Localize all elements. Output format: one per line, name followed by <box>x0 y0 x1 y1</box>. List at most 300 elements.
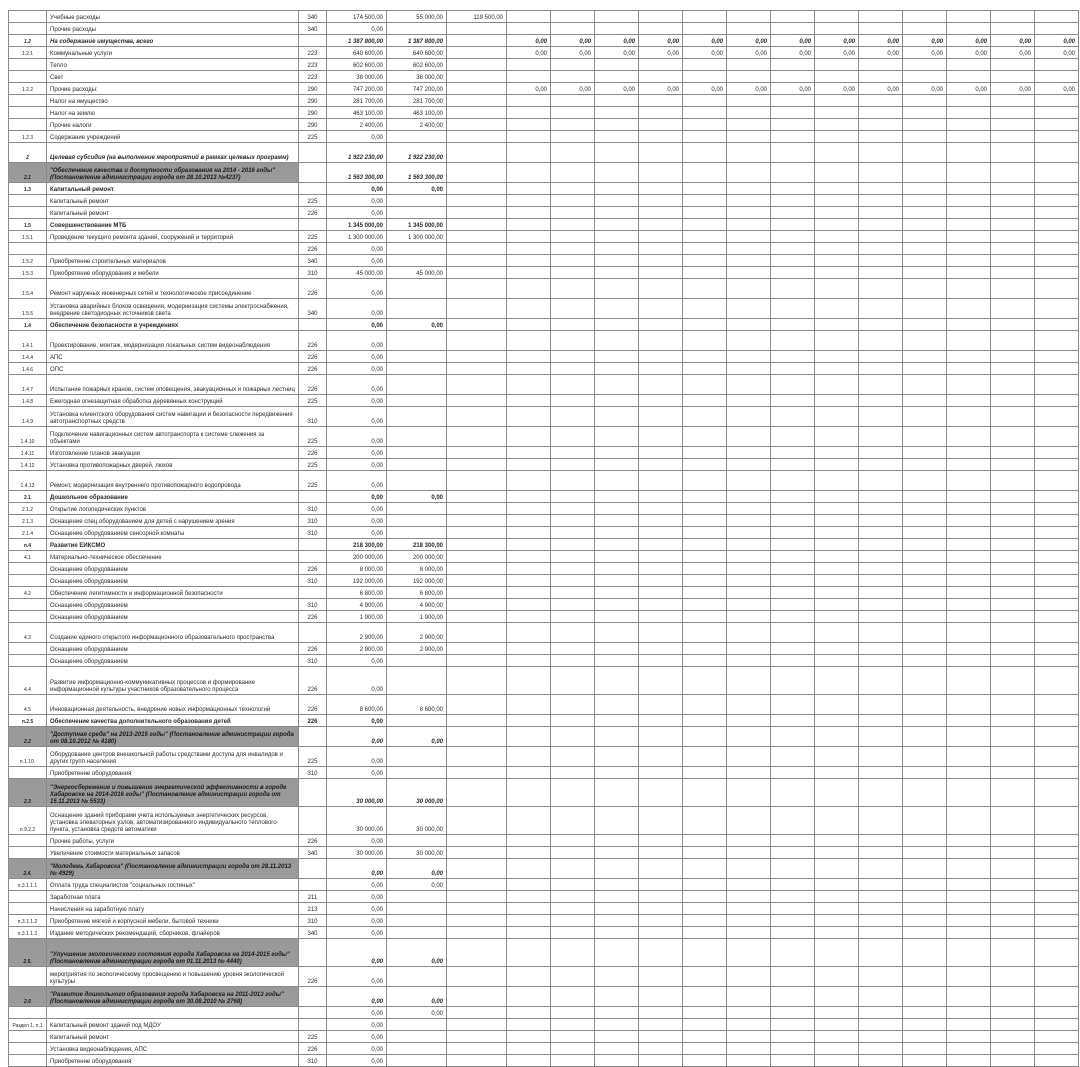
period-cell <box>859 427 903 447</box>
kosgu-cell <box>299 163 327 183</box>
kosgu-cell: 310 <box>299 575 327 587</box>
code-cell: 1.4.6 <box>9 363 47 375</box>
amount-total-cell: 0,00 <box>327 279 387 299</box>
period-cell <box>507 655 551 667</box>
period-cell <box>727 23 771 35</box>
table-row <box>9 655 1079 667</box>
period-cell <box>727 1031 771 1043</box>
period-cell <box>815 859 859 879</box>
period-cell <box>683 879 727 891</box>
period-cell <box>639 967 683 987</box>
period-cell <box>639 375 683 395</box>
period-cell <box>595 471 639 491</box>
period-cell <box>903 267 947 279</box>
period-cell <box>859 695 903 715</box>
period-cell <box>507 59 551 71</box>
period-cell <box>507 207 551 219</box>
period-cell <box>595 611 639 623</box>
period-cell <box>947 207 991 219</box>
period-cell <box>947 563 991 575</box>
period-cell <box>903 71 947 83</box>
amount-extra-cell <box>447 611 507 623</box>
period-cell <box>947 903 991 915</box>
period-cell <box>859 643 903 655</box>
period-cell <box>903 163 947 183</box>
period-cell <box>683 279 727 299</box>
period-cell <box>727 835 771 847</box>
period-cell <box>947 987 991 1007</box>
period-cell <box>991 515 1035 527</box>
period-cell <box>991 107 1035 119</box>
period-cell <box>859 183 903 195</box>
period-cell <box>727 503 771 515</box>
period-cell <box>639 59 683 71</box>
period-cell <box>727 551 771 563</box>
period-cell <box>683 987 727 1007</box>
period-cell <box>507 503 551 515</box>
period-cell <box>903 231 947 243</box>
period-cell: 0,00 <box>859 83 903 95</box>
period-cell <box>815 807 859 835</box>
period-cell <box>771 563 815 575</box>
period-cell <box>771 23 815 35</box>
amount-budget-cell: 1 345 000,00 <box>387 219 447 231</box>
name-cell: Приобретение оборудования <box>47 767 299 779</box>
name-cell: "Молодежь Хабаровска" (Постановление администрации города от 28.11.2013 № 4929) <box>47 859 299 879</box>
amount-extra-cell <box>447 267 507 279</box>
period-cell <box>771 299 815 319</box>
period-cell <box>595 163 639 183</box>
period-cell: 0,00 <box>815 83 859 95</box>
period-cell <box>595 835 639 847</box>
period-cell <box>683 859 727 879</box>
period-cell <box>507 587 551 599</box>
name-cell: Подключение навигационных систем автотранспорта к системе слежения за объектами <box>47 427 299 447</box>
period-cell <box>903 515 947 527</box>
name-cell: Начисления на заработную плату <box>47 903 299 915</box>
amount-extra-cell <box>447 1055 507 1067</box>
period-cell: 0,00 <box>595 47 639 59</box>
kosgu-cell: 310 <box>299 407 327 427</box>
code-cell <box>9 847 47 859</box>
period-cell <box>639 255 683 267</box>
period-cell <box>683 491 727 503</box>
code-cell <box>9 563 47 575</box>
period-cell <box>595 695 639 715</box>
amount-extra-cell <box>447 163 507 183</box>
amount-extra-cell <box>447 107 507 119</box>
period-cell <box>771 623 815 643</box>
table-row <box>9 107 1079 119</box>
period-cell <box>1035 767 1079 779</box>
code-cell: 2.6 <box>9 987 47 1007</box>
kosgu-cell: 340 <box>299 255 327 267</box>
period-cell <box>551 231 595 243</box>
period-cell <box>771 587 815 599</box>
period-cell <box>859 1031 903 1043</box>
period-cell <box>947 219 991 231</box>
period-cell <box>595 623 639 643</box>
period-cell <box>551 599 595 611</box>
code-cell <box>9 243 47 255</box>
amount-budget-cell <box>387 299 447 319</box>
kosgu-cell: 226 <box>299 715 327 727</box>
period-cell <box>639 903 683 915</box>
period-cell <box>507 143 551 163</box>
period-cell <box>551 447 595 459</box>
name-cell: Развитие информационно-коммуникативных процессов и формирование информационной культуры участников образовательного процесса <box>47 667 299 695</box>
table-row <box>9 459 1079 471</box>
kosgu-cell <box>299 987 327 1007</box>
period-cell <box>683 267 727 279</box>
period-cell <box>551 1055 595 1067</box>
amount-extra-cell <box>447 667 507 695</box>
period-cell <box>859 95 903 107</box>
period-cell <box>551 727 595 747</box>
period-cell <box>727 575 771 587</box>
period-cell <box>815 1007 859 1019</box>
period-cell <box>727 859 771 879</box>
period-cell: 0,00 <box>771 35 815 47</box>
amount-budget-cell: 0,00 <box>387 319 447 331</box>
period-cell <box>507 551 551 563</box>
period-cell <box>947 599 991 611</box>
amount-total-cell: 0,00 <box>327 459 387 471</box>
period-cell <box>859 459 903 471</box>
amount-budget-cell <box>387 447 447 459</box>
period-cell <box>595 807 639 835</box>
amount-total-cell: 45 000,00 <box>327 267 387 279</box>
amount-budget-cell: 200 000,00 <box>387 551 447 563</box>
table-row <box>9 427 1079 447</box>
amount-extra-cell <box>447 427 507 447</box>
period-cell <box>771 243 815 255</box>
period-cell <box>771 1007 815 1019</box>
period-cell <box>771 207 815 219</box>
period-cell <box>859 11 903 23</box>
period-cell <box>507 879 551 891</box>
amount-extra-cell <box>447 503 507 515</box>
period-cell <box>683 727 727 747</box>
period-cell <box>991 491 1035 503</box>
period-cell <box>771 939 815 967</box>
period-cell <box>1035 363 1079 375</box>
period-cell <box>903 527 947 539</box>
period-cell <box>815 59 859 71</box>
amount-budget-cell: 0,00 <box>387 1007 447 1019</box>
table-row <box>9 879 1079 891</box>
period-cell <box>1035 587 1079 599</box>
period-cell: 0,00 <box>595 83 639 95</box>
period-cell <box>947 807 991 835</box>
period-cell <box>507 427 551 447</box>
amount-budget-cell: 1 300 000,00 <box>387 231 447 243</box>
period-cell <box>683 807 727 835</box>
period-cell <box>771 11 815 23</box>
period-cell <box>1035 59 1079 71</box>
period-cell <box>1035 119 1079 131</box>
table-row <box>9 939 1079 967</box>
period-cell <box>859 915 903 927</box>
period-cell <box>903 279 947 299</box>
name-cell: Приобретение строительных материалов <box>47 255 299 267</box>
name-cell: Оплата труда специалистов "социальных гостиных" <box>47 879 299 891</box>
period-cell <box>683 623 727 643</box>
period-cell <box>507 243 551 255</box>
period-cell <box>639 915 683 927</box>
period-cell <box>551 655 595 667</box>
period-cell: 0,00 <box>551 83 595 95</box>
period-cell <box>947 891 991 903</box>
period-cell <box>1035 1043 1079 1055</box>
period-cell <box>551 23 595 35</box>
period-cell <box>947 183 991 195</box>
period-cell <box>859 503 903 515</box>
period-cell <box>595 71 639 83</box>
period-cell <box>727 727 771 747</box>
period-cell <box>727 163 771 183</box>
amount-total-cell: 0,00 <box>327 655 387 667</box>
period-cell <box>727 395 771 407</box>
period-cell <box>551 143 595 163</box>
period-cell <box>507 351 551 363</box>
period-cell <box>683 779 727 807</box>
period-cell <box>595 395 639 407</box>
amount-budget-cell: 281 700,00 <box>387 95 447 107</box>
code-cell <box>9 611 47 623</box>
period-cell <box>859 59 903 71</box>
period-cell <box>771 471 815 491</box>
period-cell <box>859 575 903 587</box>
period-cell <box>595 779 639 807</box>
period-cell <box>683 835 727 847</box>
period-cell <box>947 847 991 859</box>
name-cell: Капитальный ремонт <box>47 195 299 207</box>
period-cell <box>859 207 903 219</box>
period-cell <box>683 655 727 667</box>
period-cell <box>595 515 639 527</box>
amount-total-cell: 0,00 <box>327 1031 387 1043</box>
amount-budget-cell <box>387 243 447 255</box>
name-cell: Капитальный ремонт зданий под МДОУ <box>47 1019 299 1031</box>
period-cell <box>595 503 639 515</box>
period-cell <box>639 427 683 447</box>
period-cell <box>771 527 815 539</box>
period-cell <box>991 183 1035 195</box>
period-cell <box>1035 395 1079 407</box>
amount-budget-cell <box>387 835 447 847</box>
period-cell <box>727 299 771 319</box>
amount-extra-cell <box>447 879 507 891</box>
name-cell: Увеличение стоимости материальных запасов <box>47 847 299 859</box>
period-cell <box>683 219 727 231</box>
kosgu-cell: 340 <box>299 847 327 859</box>
period-cell <box>815 183 859 195</box>
period-cell <box>683 59 727 71</box>
period-cell <box>815 695 859 715</box>
period-cell <box>683 351 727 363</box>
period-cell <box>727 643 771 655</box>
period-cell <box>683 611 727 623</box>
amount-budget-cell <box>387 655 447 667</box>
period-cell <box>1035 163 1079 183</box>
name-cell: Издание методических рекомендаций, сборников, флайеров <box>47 927 299 939</box>
period-cell <box>683 539 727 551</box>
amount-extra-cell <box>447 183 507 195</box>
period-cell <box>683 195 727 207</box>
period-cell <box>1035 927 1079 939</box>
kosgu-cell <box>299 183 327 195</box>
amount-extra-cell <box>447 779 507 807</box>
period-cell <box>683 11 727 23</box>
kosgu-cell: 226 <box>299 695 327 715</box>
name-cell: Установка видеонаблюдения, АПС <box>47 1043 299 1055</box>
period-cell <box>727 715 771 727</box>
period-cell <box>903 1043 947 1055</box>
period-cell <box>947 407 991 427</box>
amount-budget-cell: 45 000,00 <box>387 267 447 279</box>
period-cell <box>727 71 771 83</box>
period-cell <box>727 515 771 527</box>
period-cell <box>639 195 683 207</box>
kosgu-cell: 213 <box>299 903 327 915</box>
period-cell <box>815 915 859 927</box>
table-row <box>9 623 1079 643</box>
amount-total-cell: 2 900,00 <box>327 623 387 643</box>
period-cell <box>551 643 595 655</box>
name-cell: Установка противопожарных дверей, люков <box>47 459 299 471</box>
period-cell <box>859 767 903 779</box>
period-cell <box>551 539 595 551</box>
code-cell: 1.4.11 <box>9 447 47 459</box>
period-cell <box>991 299 1035 319</box>
period-cell <box>859 255 903 267</box>
period-cell <box>683 183 727 195</box>
period-cell: 0,00 <box>771 47 815 59</box>
name-cell: Капитальный ремонт <box>47 1031 299 1043</box>
name-cell: Обеспечение безопасности в учреждениях <box>47 319 299 331</box>
period-cell <box>859 351 903 363</box>
table-row <box>9 575 1079 587</box>
period-cell <box>507 1055 551 1067</box>
period-cell <box>595 655 639 667</box>
period-cell <box>683 551 727 563</box>
period-cell <box>1035 967 1079 987</box>
period-cell <box>947 575 991 587</box>
period-cell <box>507 727 551 747</box>
period-cell <box>859 939 903 967</box>
kosgu-cell <box>299 143 327 163</box>
period-cell <box>551 351 595 363</box>
period-cell: 0,00 <box>859 47 903 59</box>
table-row <box>9 987 1079 1007</box>
amount-extra-cell <box>447 407 507 427</box>
kosgu-cell: 226 <box>299 447 327 459</box>
period-cell <box>903 939 947 967</box>
name-cell: Ремонт наружных инженерных сетей и технологическое присоединение <box>47 279 299 299</box>
period-cell <box>947 243 991 255</box>
period-cell <box>507 255 551 267</box>
period-cell <box>815 299 859 319</box>
table-row <box>9 447 1079 459</box>
period-cell <box>815 351 859 363</box>
period-cell <box>727 231 771 243</box>
period-cell <box>771 59 815 71</box>
period-cell <box>771 515 815 527</box>
period-cell <box>1035 599 1079 611</box>
period-cell <box>551 715 595 727</box>
amount-extra-cell <box>447 695 507 715</box>
code-cell: п.3.1.1.1 <box>9 879 47 891</box>
period-cell <box>595 967 639 987</box>
table-row <box>9 643 1079 655</box>
period-cell <box>639 727 683 747</box>
amount-budget-cell <box>387 1055 447 1067</box>
period-cell <box>683 375 727 395</box>
kosgu-cell: 226 <box>299 835 327 847</box>
amount-total-cell: 8 000,00 <box>327 563 387 575</box>
period-cell <box>991 623 1035 643</box>
name-cell: Оснащение спец.оборудованием для детей с нарушением зрения <box>47 515 299 527</box>
period-cell <box>815 11 859 23</box>
period-cell <box>771 715 815 727</box>
period-cell <box>551 987 595 1007</box>
amount-extra-cell <box>447 319 507 331</box>
period-cell <box>639 891 683 903</box>
period-cell <box>815 471 859 491</box>
period-cell <box>771 267 815 279</box>
period-cell <box>551 903 595 915</box>
period-cell <box>507 715 551 727</box>
amount-total-cell: 0,00 <box>327 375 387 395</box>
period-cell <box>683 1055 727 1067</box>
period-cell <box>859 587 903 599</box>
period-cell <box>991 1031 1035 1043</box>
name-cell: Оснащение оборудованием <box>47 575 299 587</box>
period-cell <box>903 915 947 927</box>
amount-budget-cell <box>387 667 447 695</box>
table-row <box>9 363 1079 375</box>
period-cell <box>991 375 1035 395</box>
period-cell <box>507 319 551 331</box>
period-cell: 0,00 <box>991 83 1035 95</box>
period-cell <box>903 491 947 503</box>
period-cell <box>727 1043 771 1055</box>
period-cell <box>771 847 815 859</box>
name-cell: Обеспечение качества дополнительного образования детей <box>47 715 299 727</box>
period-cell <box>595 407 639 427</box>
period-cell <box>727 747 771 767</box>
period-cell <box>1035 131 1079 143</box>
code-cell: п.9.2.2 <box>9 807 47 835</box>
period-cell <box>903 727 947 747</box>
amount-total-cell: 0,00 <box>327 207 387 219</box>
period-cell <box>947 727 991 747</box>
amount-extra-cell <box>447 395 507 407</box>
table-row <box>9 143 1079 163</box>
period-cell <box>551 243 595 255</box>
amount-extra-cell <box>447 623 507 643</box>
period-cell <box>947 351 991 363</box>
period-cell <box>947 1031 991 1043</box>
period-cell <box>639 143 683 163</box>
period-cell <box>507 539 551 551</box>
amount-budget-cell <box>387 207 447 219</box>
period-cell <box>639 1043 683 1055</box>
amount-extra-cell <box>447 83 507 95</box>
period-cell <box>551 207 595 219</box>
period-cell <box>551 747 595 767</box>
